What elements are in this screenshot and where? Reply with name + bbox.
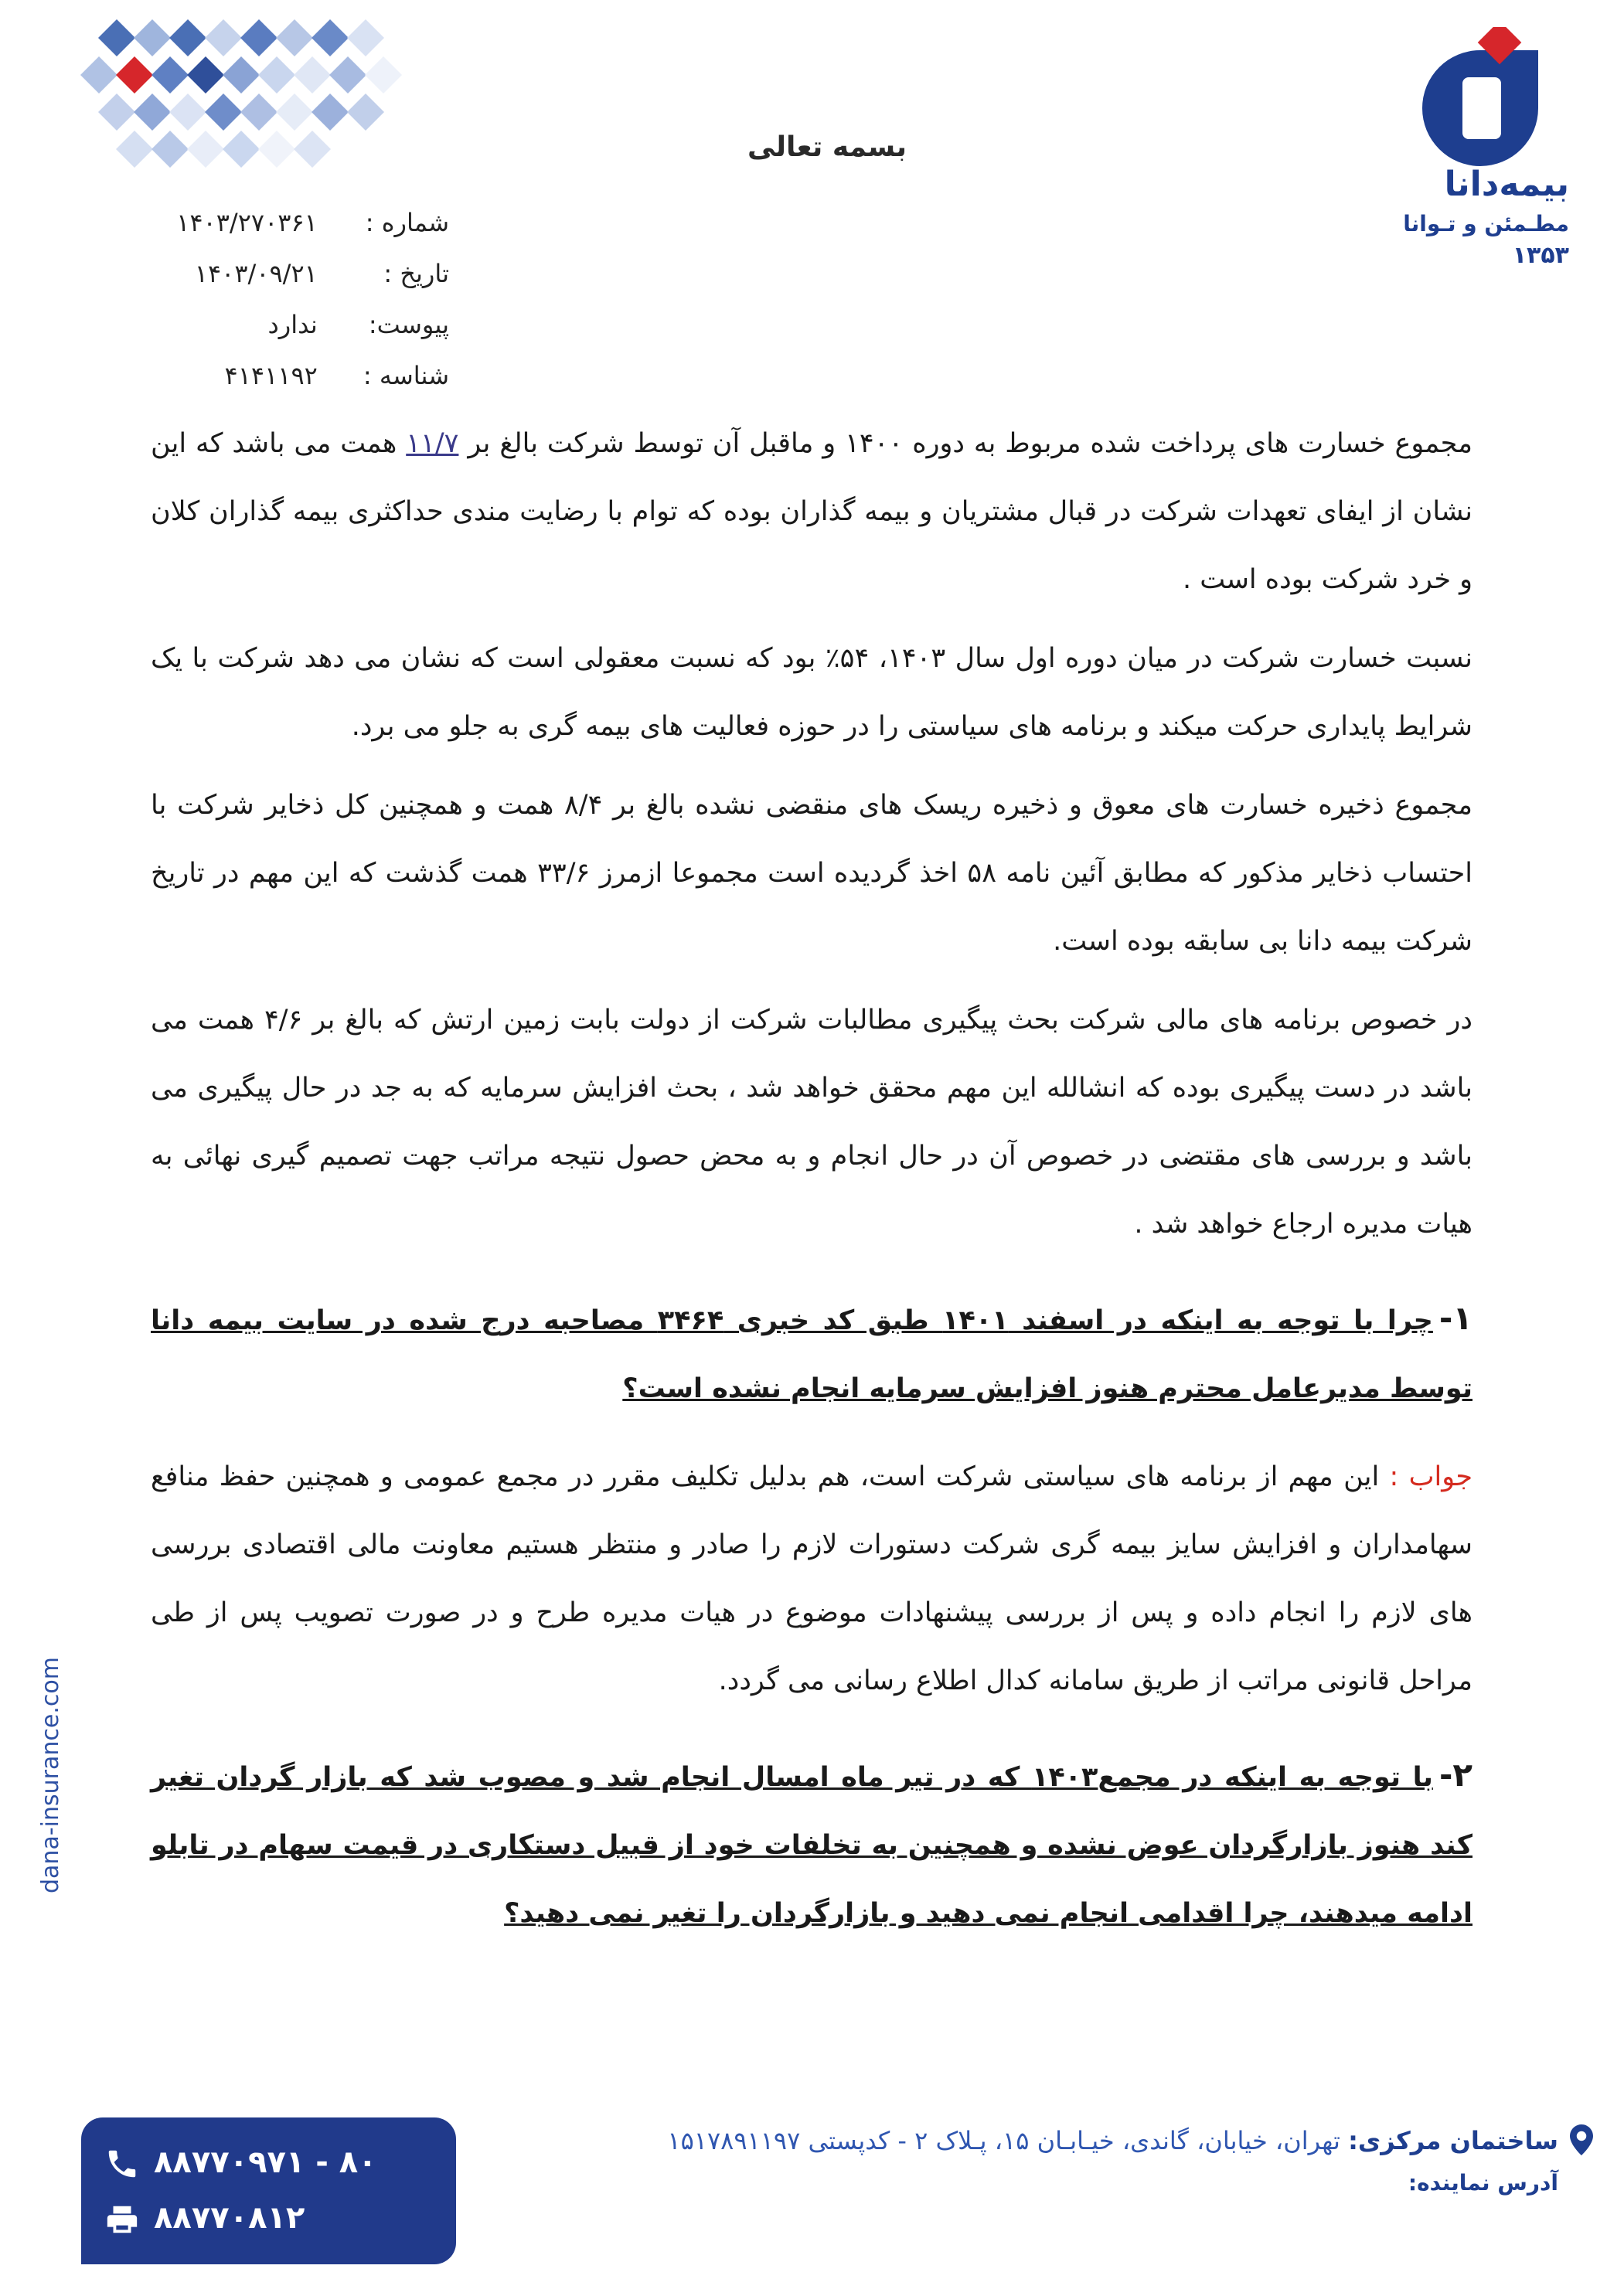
- paragraph-reserves: مجموع ذخیره خسارت های معوق و ذخیره ریسک های منقضی نشده بالغ بر ۸/۴ همت و همچنین کل ذخایر شرکت با احتساب ذخایر مذکور که مطابق آئین نامه ۵۸ اخذ گردیده است مجموعا ازمرز ۳۳/۶ همت گذشت که این مهم در تاریخ شرکت بیمه دانا بی سابقه بوده است.: [151, 790, 1472, 957]
- meta-number-row: [109, 197, 449, 248]
- paragraph-financial-plans: در خصوص برنامه های مالی شرکت بحث پیگیری مطالبات شرکت از دولت بابت زمین ارتش که بالغ بر ۴/۶ همت می باشد در دست پیگیری بوده که انشالله این مهم محقق خواهد شد ، بحث افزایش سرمایه که به جد در حال پیگیری می باشد و بررسی های مقتضی در خصوص آن در حال انجام و به محض حصول نتیجه مراتب جهت تصمیم گیری نهائی به هیات مدیره ارجاع خواهد شد .: [151, 1005, 1472, 1240]
- fax-row: [104, 2195, 305, 2241]
- representative-address-label: آدرس نماینده:: [1408, 2170, 1558, 2196]
- logo-year: ۱۳۵۳: [1512, 242, 1569, 269]
- meta-id-row: [109, 350, 449, 401]
- p1-text-end: همت می باشد که این نشان از ایفای تعهدات شرکت در قبال مشتریان و بیمه گذاران بوده که توام با رضایت مندی حداکثری بیمه گذاران کلان و خرد شرکت بوده است .: [151, 428, 1472, 595]
- meta-number-value: ۱۴۰۳/۲۷۰۳۶۱: [176, 208, 318, 237]
- phone-number[interactable]: ۸۸۷۷۰۹۷۱ - ۸۰: [154, 2145, 377, 2180]
- location-pin-icon: [1570, 2124, 1593, 2155]
- company-logo: [1376, 27, 1569, 269]
- question-1: [151, 1284, 1472, 1423]
- phone-icon: [104, 2146, 140, 2182]
- address-text: تهران، خیابان، گاندی، خیـابـان ۱۵، پـلاک ۲ - کدپستی ۱۵۱۷۸۹۱۱۹۷: [667, 2126, 1349, 2155]
- contact-box: [81, 2117, 456, 2264]
- answer-1: [151, 1443, 1472, 1715]
- basmala-heading: بسمه تعالی: [747, 131, 907, 163]
- header-mosaic-pattern: [66, 19, 460, 182]
- meta-id-value: ۴۱۴۱۱۹۲: [224, 361, 318, 390]
- meta-attachment-row: [109, 299, 449, 350]
- meta-date-label: تاریخ :: [383, 259, 449, 288]
- question-1-number: ۱-: [1438, 1299, 1472, 1337]
- logo-mark-icon: [1407, 27, 1554, 166]
- printer-icon: [104, 2202, 140, 2237]
- logo-slogan: مطـمئن و تـوانا: [1403, 211, 1569, 236]
- meta-attachment-label: پیوست:: [368, 310, 449, 339]
- phone-row: [104, 2139, 377, 2185]
- website-link[interactable]: dana-insurance.com: [37, 1657, 64, 1893]
- address-block: [515, 2121, 1558, 2160]
- fax-number: ۸۸۷۷۰۸۱۲: [154, 2200, 305, 2236]
- p1-highlight-value: ۱۱/۷: [406, 428, 459, 459]
- question-2-number: ۲-: [1438, 1756, 1473, 1794]
- letter-body: [151, 410, 1472, 1955]
- paragraph-loss-ratio: نسبت خسارت شرکت در میان دوره اول سال ۱۴۰۳، ۵۴٪ بود که نسبت معقولی است که نشان می دهد شرکت با یک شرایط پایداری حرکت میکند و برنامه های سیاستی را در حوزه فعالیت های بیمه گری به جلو می برد.: [151, 643, 1472, 742]
- meta-date-value: ۱۴۰۳/۰۹/۲۱: [194, 259, 318, 288]
- letter-meta: [109, 197, 449, 401]
- paragraph-claims-paid: [151, 410, 1472, 614]
- meta-date-row: [109, 248, 449, 299]
- address-line: [515, 2121, 1558, 2160]
- question-2: [151, 1741, 1472, 1947]
- meta-attachment-value: ندارد: [267, 310, 318, 339]
- logo-name: بیمه‌دانا: [1444, 165, 1569, 204]
- p1-text-start: مجموع خسارت های پرداخت شده مربوط به دوره ۱۴۰۰ و ماقبل آن توسط شرکت بالغ بر: [458, 428, 1472, 459]
- answer-1-text: این مهم از برنامه های سیاستی شرکت است، هم بدلیل تکلیف مقرر در مجمع عمومی و همچنین حفظ منافع سهامداران و افزایش سایز بیمه گری شرکت دستورات لازم را صادر و منتظر هستیم معاونت مالی اقتصادی بررسی های لازم را انجام داده و پس از بررسی پیشنهادات موضوع در هیات مدیره طرح و در صورت تصویب پس از طی مراحل قانونی مراتب از طریق سامانه کدال اطلاع رسانی می گردد.: [151, 1461, 1472, 1696]
- address-label: ساختمان مرکزی:: [1348, 2126, 1558, 2155]
- question-1-text: چرا با توجه به اینکه در اسفند ۱۴۰۱ طبق کد خبری ۳۴۶۴ مصاحبه درج شده در سایت بیمه دانا توسط مدیرعامل محترم هنوز افزایش سرمایه انجام نشده است؟: [151, 1305, 1472, 1404]
- meta-id-label: شناسه :: [363, 361, 449, 390]
- question-2-text: با توجه به اینکه در مجمع۱۴۰۳ که در تیر ماه امسال انجام شد و مصوب شد که بازار گردان تغیر کند هنوز بازارگردان عوض نشده و همچنین به تخلفات خود از قبیل دستکاری در قیمت سهام در تابلو ادامه میدهند، چرا اقدامی انجام نمی دهید و بازارگردان را تغیر نمی دهید؟: [151, 1762, 1472, 1929]
- answer-label: جواب :: [1389, 1461, 1473, 1492]
- meta-number-label: شماره :: [365, 208, 449, 237]
